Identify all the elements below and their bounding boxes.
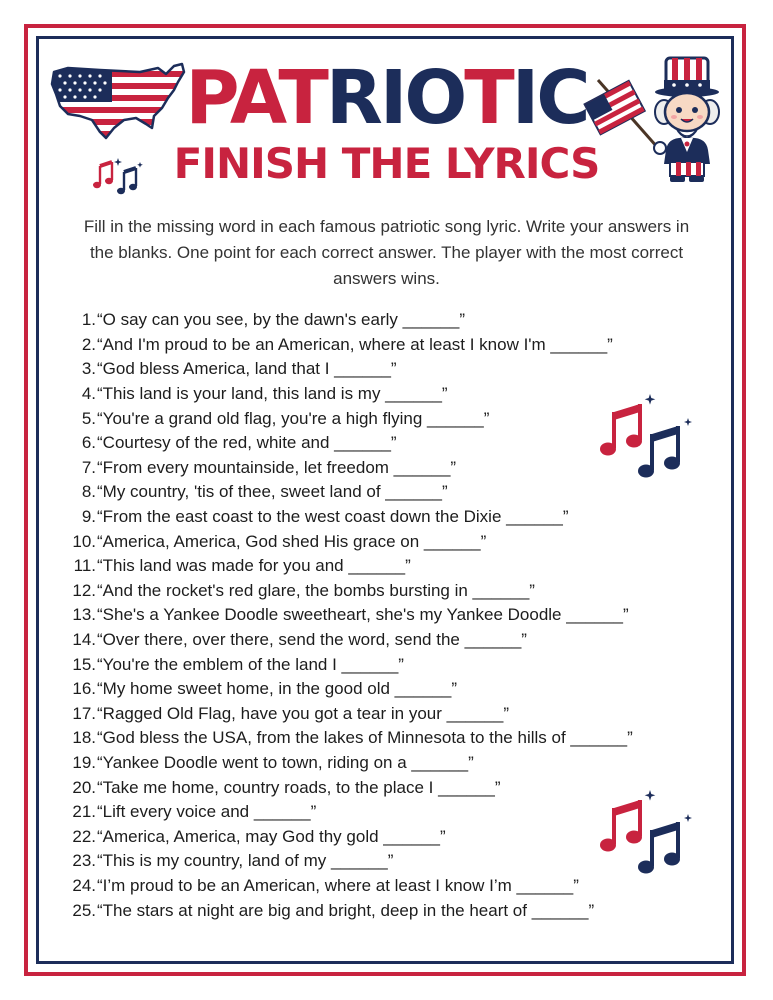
lyric-number: 22. — [72, 826, 96, 846]
lyric-item — [60, 406, 720, 431]
lyric-number: 25. — [72, 900, 96, 920]
lyric-text: “My country, 'tis of thee, sweet land of ______” — [97, 482, 448, 502]
title-part-3: T — [464, 55, 512, 141]
lyric-item — [60, 333, 720, 358]
lyric-item — [60, 726, 720, 751]
lyric-text: “Courtesy of the red, white and ______” — [97, 433, 397, 453]
lyric-item — [60, 480, 720, 505]
title-part-1: PAT — [185, 55, 326, 141]
lyric-item — [60, 357, 720, 382]
lyric-item — [60, 382, 720, 407]
lyric-number: 11. — [73, 556, 96, 576]
lyric-number: 16. — [72, 679, 96, 699]
lyric-text: “From every mountainside, let freedom ______” — [97, 457, 457, 477]
lyrics-list — [60, 308, 720, 923]
lyric-number: 1. — [81, 310, 96, 330]
lyric-text: “From the east coast to the west coast down the Dixie ______” — [97, 507, 569, 527]
lyric-number: 5. — [81, 408, 96, 428]
lyric-item — [60, 824, 720, 849]
lyric-item — [60, 702, 720, 727]
page-title — [0, 55, 773, 141]
lyric-item — [60, 456, 720, 481]
lyric-item — [60, 874, 720, 899]
lyric-number: 23. — [72, 851, 96, 871]
lyric-text: “My home sweet home, in the good old ______” — [97, 679, 458, 699]
lyric-text: “She's a Yankee Doodle sweetheart, she's my Yankee Doodle ______” — [97, 605, 629, 625]
lyric-text: “And the rocket's red glare, the bombs bursting in ______” — [97, 580, 535, 600]
title-part-2: RIO — [325, 55, 465, 141]
title-part-4: IC — [511, 55, 588, 141]
lyric-number: 4. — [81, 384, 96, 404]
lyric-number: 14. — [72, 630, 96, 650]
lyric-item — [60, 849, 720, 874]
lyric-item — [60, 579, 720, 604]
lyric-item — [60, 751, 720, 776]
lyric-number: 3. — [81, 359, 96, 379]
lyric-text: “Over there, over there, send the word, send the ______” — [97, 630, 527, 650]
lyric-text: “The stars at night are big and bright, deep in the heart of ______” — [97, 900, 595, 920]
lyric-number: 2. — [81, 334, 96, 354]
lyric-text: “This is my country, land of my ______” — [97, 851, 394, 871]
lyric-text: “You're a grand old flag, you're a high flying ______” — [97, 408, 490, 428]
lyric-text: “God bless the USA, from the lakes of Minnesota to the hills of ______” — [97, 728, 633, 748]
lyric-item — [60, 652, 720, 677]
lyric-item — [60, 505, 720, 530]
lyric-number: 6. — [81, 433, 96, 453]
lyric-number: 18. — [72, 728, 96, 748]
lyric-text: “America, America, may God thy gold ______” — [97, 826, 446, 846]
lyric-text: “O say can you see, by the dawn's early ______” — [97, 310, 466, 330]
lyric-number: 20. — [72, 777, 96, 797]
lyric-text: “I’m proud to be an American, where at least I know I’m ______” — [97, 875, 579, 895]
lyric-item — [60, 677, 720, 702]
instructions: Fill in the missing word in each famous patriotic song lyric. Write your answers in the blanks. One point for each correct answer. The player with the most correct answers wins. — [83, 217, 690, 288]
lyric-text: “Yankee Doodle went to town, riding on a ______” — [97, 752, 474, 772]
lyric-item — [60, 554, 720, 579]
lyric-number: 24. — [72, 875, 96, 895]
lyric-text: “Ragged Old Flag, have you got a tear in your ______” — [97, 703, 510, 723]
lyric-number: 7. — [81, 457, 96, 477]
lyric-item — [60, 308, 720, 333]
lyric-number: 17. — [72, 703, 96, 723]
page-subtitle: FINISH THE LYRICS — [173, 139, 600, 188]
lyric-item — [60, 628, 720, 653]
lyric-item — [60, 529, 720, 554]
lyric-item — [60, 431, 720, 456]
lyric-number: 12. — [72, 580, 96, 600]
lyric-text: “Take me home, country roads, to the place I ______” — [97, 777, 501, 797]
lyric-text: “God bless America, land that I ______” — [97, 359, 397, 379]
lyric-number: 10. — [72, 531, 96, 551]
lyric-item — [60, 898, 720, 923]
lyric-text: “This land is your land, this land is my ______” — [97, 384, 448, 404]
lyric-number: 13. — [72, 605, 96, 625]
lyric-item — [60, 603, 720, 628]
lyric-number: 8. — [81, 482, 96, 502]
lyric-text: “You're the emblem of the land I ______” — [97, 654, 404, 674]
lyric-item — [60, 800, 720, 825]
lyric-number: 19. — [72, 752, 96, 772]
lyric-text: “This land was made for you and ______” — [97, 556, 411, 576]
lyric-number: 15. — [72, 654, 96, 674]
lyric-number: 21. — [72, 802, 96, 822]
lyric-number: 9. — [81, 507, 96, 527]
lyric-text: “And I'm proud to be an American, where at least I know I'm ______” — [97, 334, 613, 354]
lyric-text: “America, America, God shed His grace on ______” — [97, 531, 487, 551]
lyric-item — [60, 775, 720, 800]
lyric-text: “Lift every voice and ______” — [97, 802, 317, 822]
